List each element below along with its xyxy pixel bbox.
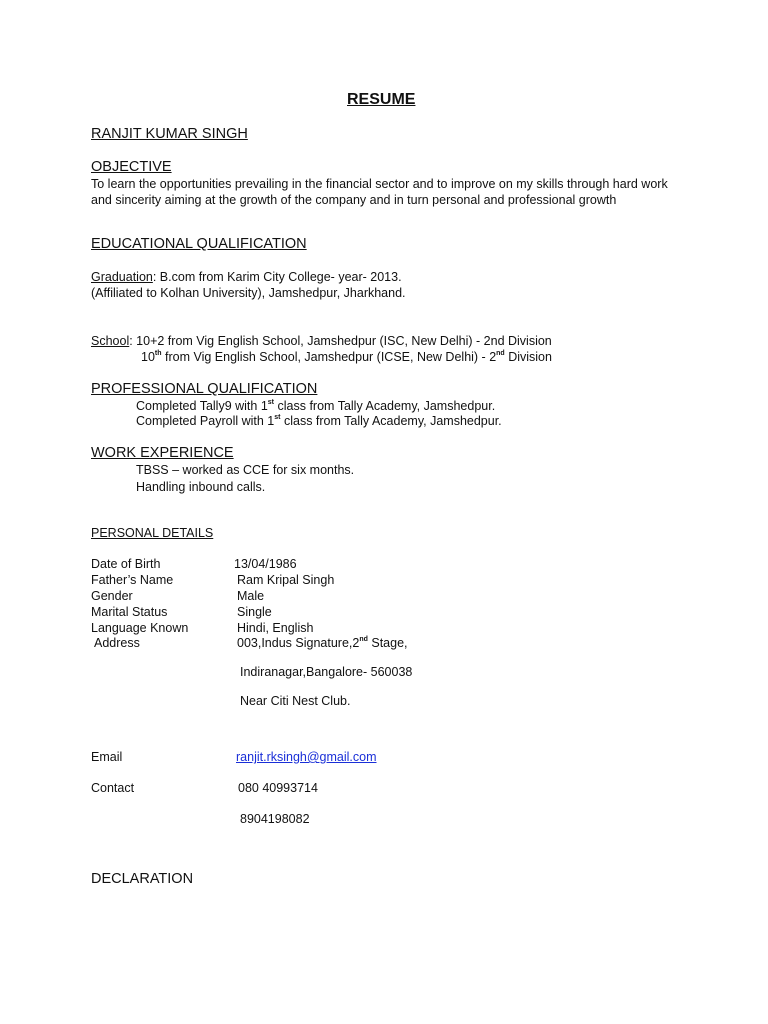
contact-value1: 080 40993714 — [238, 781, 318, 795]
graduation-text: : B.com from Karim City College- year- 2013. — [152, 270, 402, 284]
objective-heading: OBJECTIVE — [91, 159, 172, 175]
contact-value2: 8904198082 — [240, 812, 310, 826]
candidate-name: RANJIT KUMAR SINGH — [91, 126, 248, 142]
school-line2: 10th from Vig English School, Jamshedpur (ICSE, New Delhi) - 2nd Division — [141, 350, 552, 364]
professional-line2: Completed Payroll with 1st class from Tally Academy, Jamshedpur. — [136, 414, 502, 428]
dob-value: 13/04/1986 — [234, 557, 297, 571]
address-line3: Near Citi Nest Club. — [240, 694, 351, 708]
objective-text: To learn the opportunities prevailing in the financial sector and to improve on my skills through hard work and sincerity aiming at the growth of the company and in turn personal and professional growth — [91, 177, 668, 207]
work-line1: TBSS – worked as CCE for six months. — [136, 463, 355, 477]
school-text1: : 10+2 from Vig English School, Jamshedpur (ISC, New Delhi) - 2nd Division — [129, 334, 552, 348]
gender-label: Gender — [91, 589, 133, 603]
dob-label: Date of Birth — [91, 557, 161, 571]
school-label: School — [91, 334, 130, 348]
gender-value: Male — [237, 589, 265, 603]
email-link[interactable]: ranjit.rksingh@gmail.com — [236, 750, 377, 764]
marital-label: Marital Status — [91, 605, 168, 619]
marital-value: Single — [237, 605, 272, 619]
father-value: Ram Kripal Singh — [237, 573, 335, 587]
declaration-heading: DECLARATION — [91, 871, 194, 887]
address-line1: 003,Indus Signature,2nd Stage, — [237, 636, 408, 650]
address-line2: Indiranagar,Bangalore- 560038 — [240, 665, 413, 679]
page-title: RESUME — [347, 91, 416, 108]
personal-heading: PERSONAL DETAILS — [91, 526, 214, 540]
email-label: Email — [91, 750, 123, 764]
language-label: Language Known — [91, 621, 189, 635]
address-label: Address — [94, 636, 140, 650]
professional-line1: Completed Tally9 with 1st class from Tally Academy, Jamshedpur. — [136, 399, 496, 413]
graduation-line — [91, 270, 402, 285]
work-line2: Handling inbound calls. — [136, 480, 266, 494]
graduation-label: Graduation — [91, 270, 153, 284]
father-label: Father’s Name — [91, 573, 174, 587]
work-heading: WORK EXPERIENCE — [91, 445, 234, 461]
education-heading: EDUCATIONAL QUALIFICATION — [91, 236, 307, 252]
graduation-line2: (Affiliated to Kolhan University), Jamshedpur, Jharkhand. — [91, 286, 406, 300]
school-line1 — [91, 334, 552, 349]
professional-heading: PROFESSIONAL QUALIFICATION — [91, 381, 318, 397]
contact-label: Contact — [91, 781, 135, 795]
language-value: Hindi, English — [237, 621, 314, 635]
